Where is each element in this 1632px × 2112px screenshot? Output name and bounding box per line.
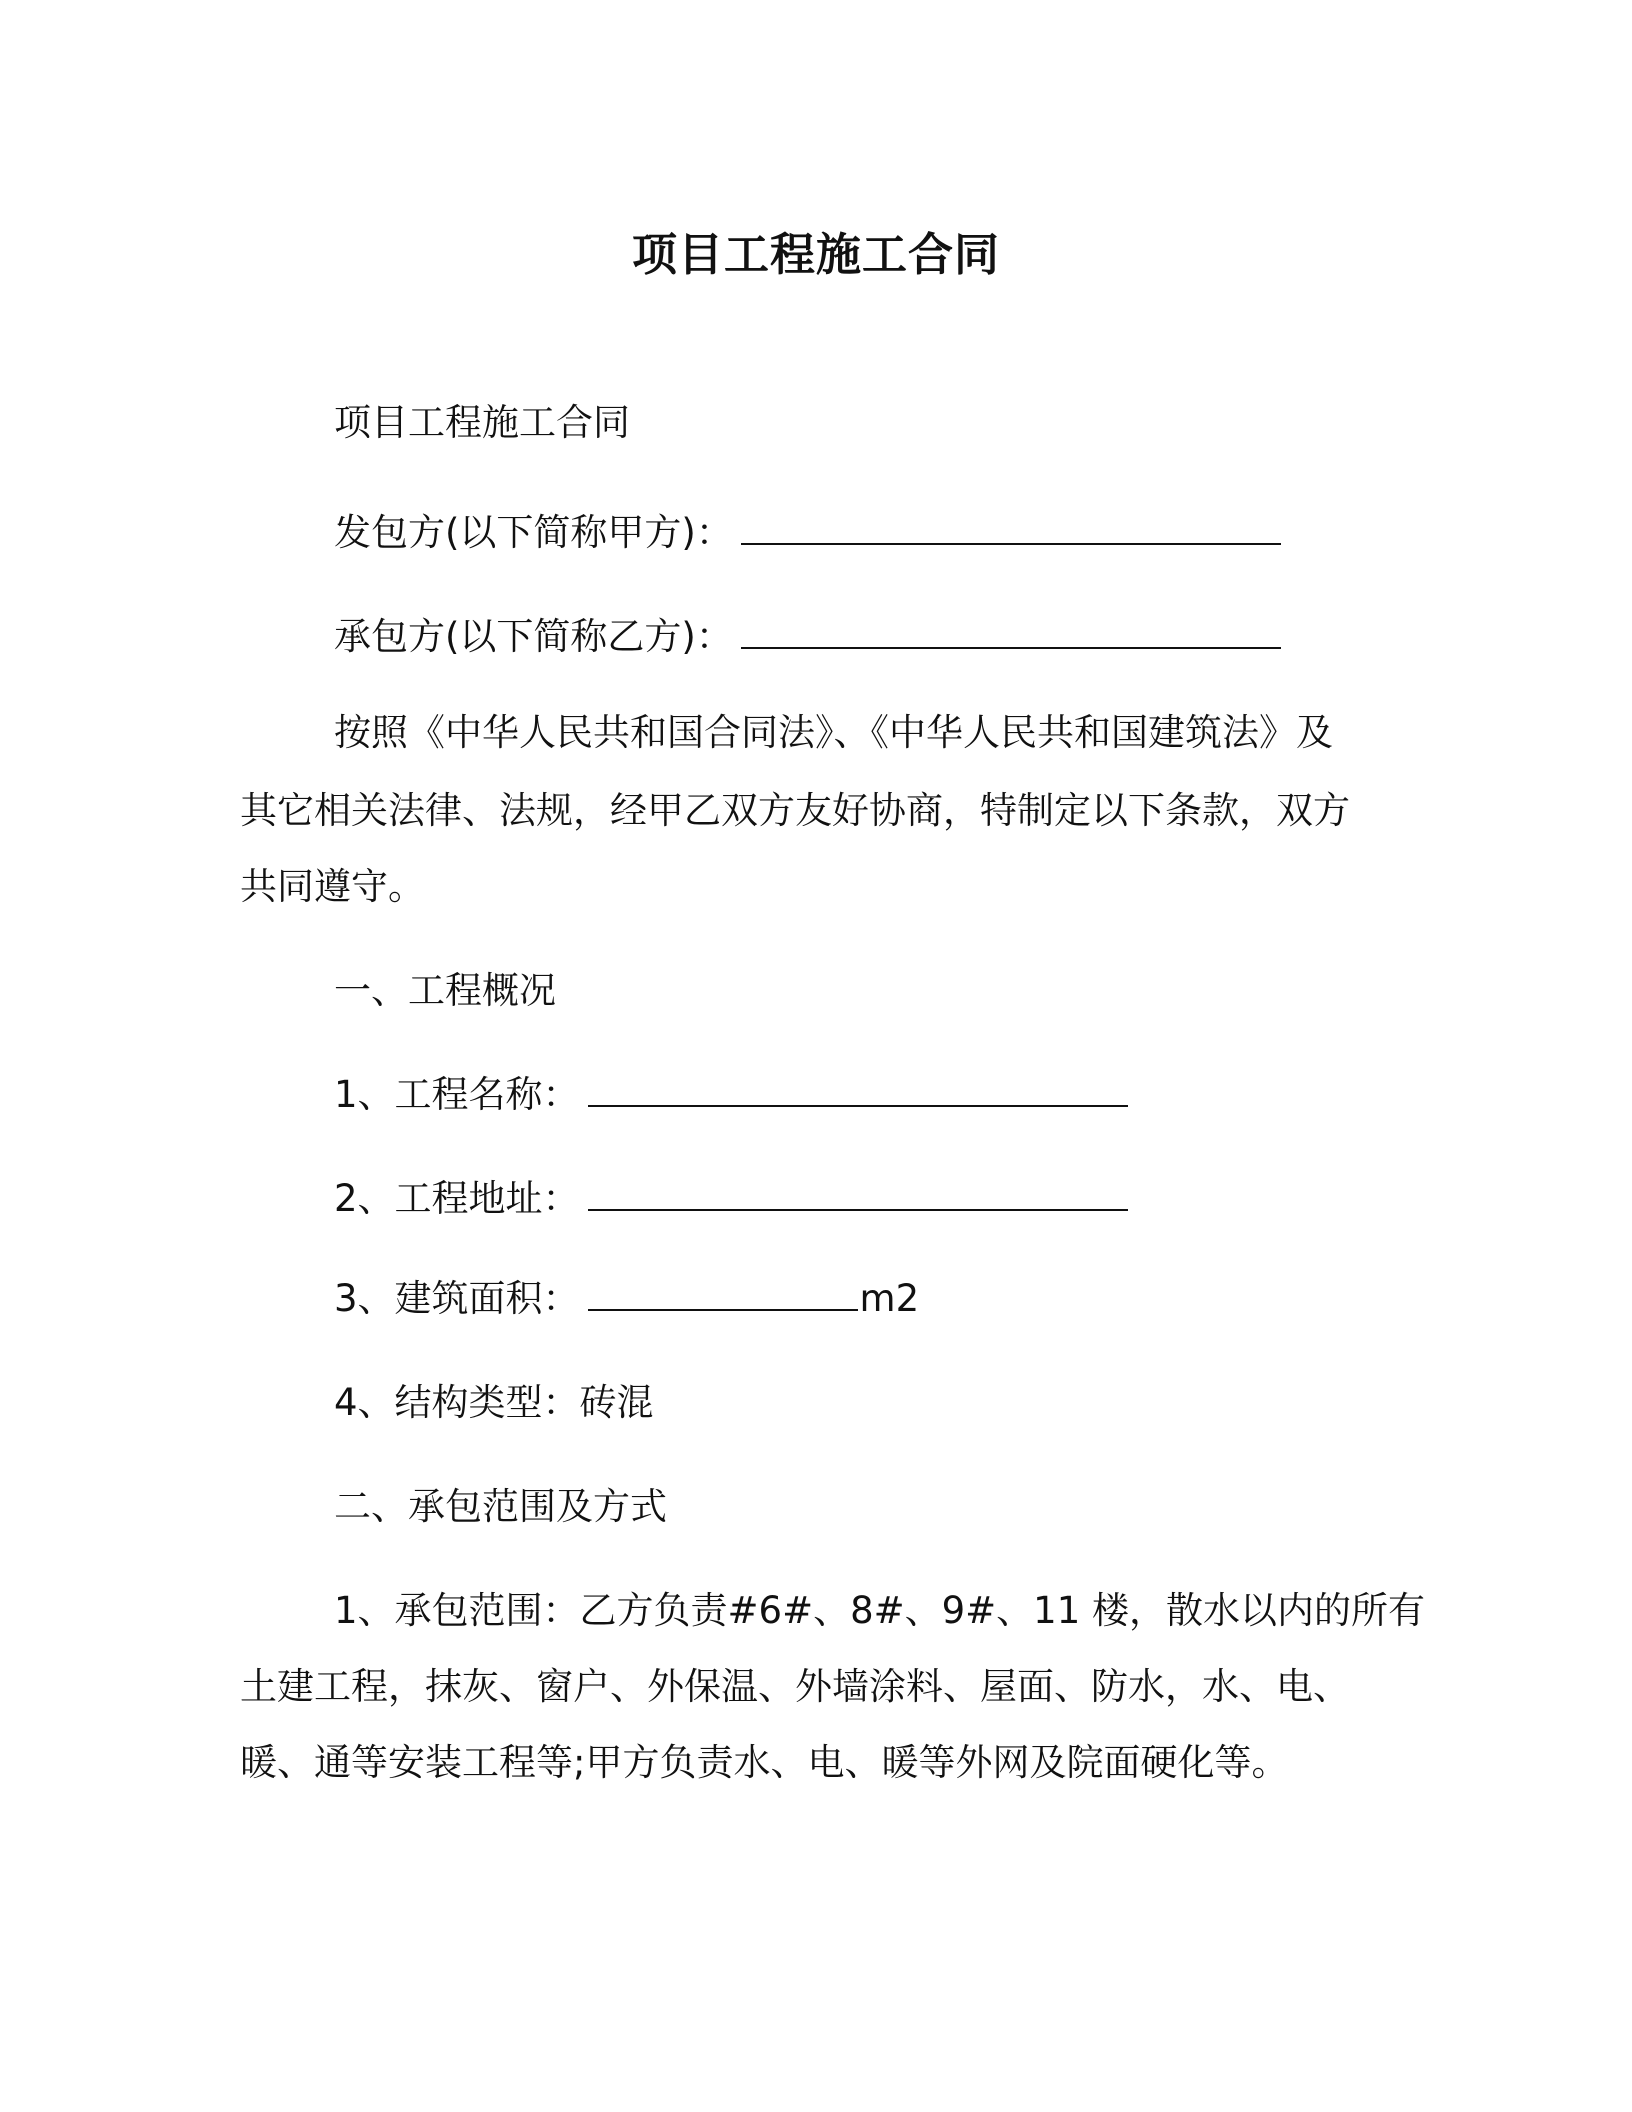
intro-line-1: 按照《中华人民共和国合同法》、《中华人民共和国建筑法》及 xyxy=(334,711,1333,754)
section-1-heading: 一、工程概况 xyxy=(334,969,556,1012)
section-2-heading: 二、承包范围及方式 xyxy=(334,1485,667,1528)
party-b-label: 承包方(以下简称乙方)： xyxy=(334,615,733,658)
building-area-blank xyxy=(588,1275,858,1311)
scope-line-2: 土建工程，抹灰、窗户、外保温、外墙涂料、屋面、防水，水、电、 xyxy=(240,1665,1350,1708)
building-area-unit: m2 xyxy=(859,1277,920,1320)
structure-type: 4、结构类型：砖混 xyxy=(334,1381,654,1424)
building-area-label: 3、建筑面积： xyxy=(334,1277,580,1320)
party-b-line xyxy=(334,612,1281,662)
party-b-blank xyxy=(741,613,1281,649)
project-name-label: 1、工程名称： xyxy=(334,1073,580,1116)
party-a-blank xyxy=(741,509,1281,545)
intro-line-3: 共同遵守。 xyxy=(240,865,425,908)
scope-line-1: 1、承包范围：乙方负责#6#、8#、9#、11 楼，散水以内的所有 xyxy=(334,1589,1426,1632)
subtitle: 项目工程施工合同 xyxy=(334,401,630,444)
project-address-blank xyxy=(588,1175,1128,1211)
project-name-line xyxy=(334,1070,1128,1120)
project-name-blank xyxy=(588,1071,1128,1107)
project-address-label: 2、工程地址： xyxy=(334,1177,580,1220)
document-title: 项目工程施工合同 xyxy=(631,228,1000,281)
building-area-line xyxy=(334,1274,919,1324)
scope-line-3: 暖、通等安装工程等;甲方负责水、电、暖等外网及院面硬化等。 xyxy=(240,1741,1289,1784)
intro-line-2: 其它相关法律、法规，经甲乙双方友好协商，特制定以下条款，双方 xyxy=(240,789,1350,832)
party-a-line xyxy=(334,508,1281,558)
project-address-line xyxy=(334,1174,1128,1224)
party-a-label: 发包方(以下简称甲方)： xyxy=(334,511,733,554)
